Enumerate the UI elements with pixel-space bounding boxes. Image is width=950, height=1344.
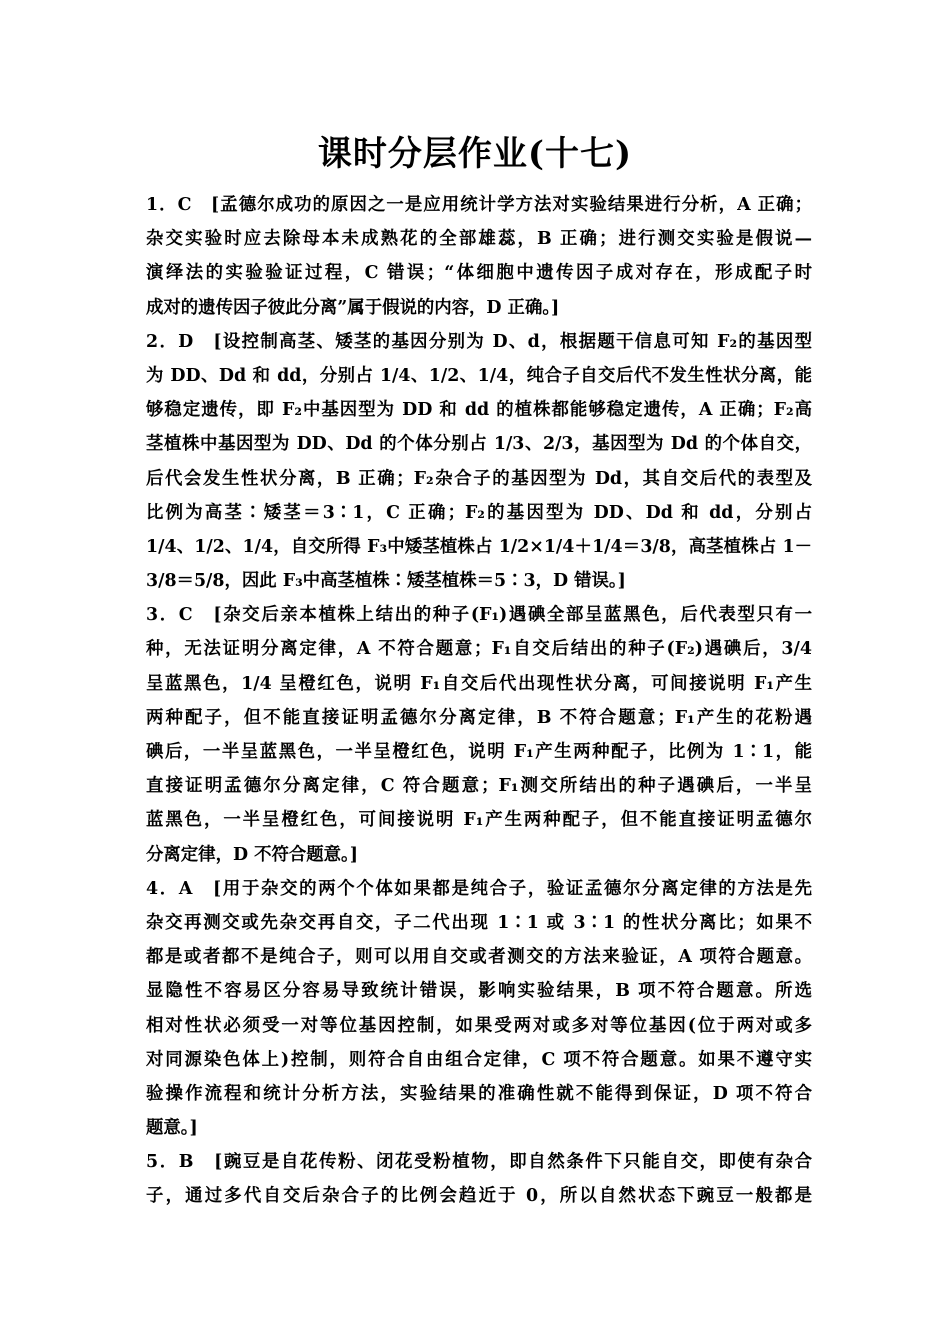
text-line: 蓝黑色，一半呈橙红色，可间接说明 F₁产生两种配子，但不能直接证明孟德尔 — [146, 810, 812, 831]
text-line: 1．C [孟德尔成功的原因之一是应用统计学方法对实验结果进行分析，A 正确； — [146, 195, 812, 215]
text-line: 碘后，一半呈蓝黑色，一半呈橙红色，说明 F₁产生两种配子，比例为 1∶1，能 — [146, 742, 812, 762]
text-line: 够稳定遗传，即 F₂中基因型为 DD 和 dd 的植株都能够稳定遗传，A 正确；F₂高 — [146, 400, 812, 421]
text-line: 茎植株中基因型为 DD、Dd 的个体分别占 1/3、2/3，基因型为 Dd 的个体自交， — [146, 434, 812, 455]
text-line: 相对性状必须受一对等位基因控制，如果受两对或多对等位基因(位于两对或多 — [146, 1015, 812, 1036]
text-line: 后代会发生性状分离，B 正确；F₂杂合子的基因型为 Dd，其自交后代的表型及 — [146, 468, 812, 489]
text-line: 题意。] — [146, 1118, 198, 1139]
text-line: 比例为高茎∶矮茎＝3∶1，C 正确；F₂的基因型为 DD、Dd 和 dd，分别占 — [146, 502, 812, 523]
text-line: 对同源染色体上)控制，则符合自由组合定律，C 项不符合题意。如果不遵守实 — [146, 1049, 812, 1070]
text-line: 都是或者都不是纯合子，则可以用自交或者测交的方法来验证，A 项符合题意。 — [146, 947, 812, 968]
page-title: 课时分层作业(十七) — [317, 134, 633, 174]
text-line: 种，无法证明分离定律，A 不符合题意；F₁自交后结出的种子(F₂)遇碘后，3/4 — [146, 639, 812, 660]
text-line: 分离定律，D 不符合题意。] — [146, 844, 358, 865]
answer-body — [146, 188, 812, 1214]
text-line: 两种配子，但不能直接证明孟德尔分离定律，B 不符合题意；F₁产生的花粉遇 — [146, 707, 812, 728]
text-line: 2．D [设控制高茎、矮茎的基因分别为 D、d，根据题干信息可知 F₂的基因型 — [146, 331, 812, 352]
text-line: 为 DD、Dd 和 dd，分别占 1/4、1/2、1/4，纯合子自交后代不发生性状分离，能 — [146, 365, 812, 386]
text-line: 演绎法的实验验证过程，C 错误；“体细胞中遗传因子成对存在，形成配子时 — [146, 263, 812, 284]
text-line: 验操作流程和统计分析方法，实验结果的准确性就不能得到保证，D 项不符合 — [146, 1083, 812, 1104]
text-line: 5．B [豌豆是自花传粉、闭花受粉植物，即自然条件下只能自交，即使有杂合 — [146, 1152, 812, 1173]
text-line: 4．A [用于杂交的两个个体如果都是纯合子，验证孟德尔分离定律的方法是先 — [146, 878, 812, 899]
text-line: 直接证明孟德尔分离定律，C 符合题意；F₁测交所结出的种子遇碘后，一半呈 — [146, 776, 812, 797]
text-line: 成对的遗传因子彼此分离”属于假说的内容，D 正确。] — [146, 297, 560, 318]
text-line: 3．C [杂交后亲本植株上结出的种子(F₁)遇碘全部呈蓝黑色，后代表型只有一 — [146, 605, 812, 626]
text-line: 3/8＝5/8，因此 F₃中高茎植株∶矮茎植株＝5∶3，D 错误。] — [146, 571, 626, 592]
text-line: 子，通过多代自交后杂合子的比例会趋近于 0，所以自然状态下豌豆一般都是 — [146, 1186, 812, 1207]
text-line: 呈蓝黑色，1/4 呈橙红色，说明 F₁自交后代出现性状分离，可间接说明 F₁产生 — [146, 673, 812, 694]
text-line: 显隐性不容易区分容易导致统计错误，影响实验结果，B 项不符合题意。所选 — [146, 981, 812, 1002]
text-line: 杂交实验时应去除母本未成熟花的全部雄蕊，B 正确；进行测交实验是假说— — [146, 229, 812, 250]
text-line: 1/4、1/2、1/4，自交所得 F₃中矮茎植株占 1/2×1/4＋1/4＝3/8，高茎植株占 1－ — [146, 536, 812, 557]
text-line: 杂交再测交或先杂交再自交，子二代出现 1∶1 或 3∶1 的性状分离比；如果不 — [146, 912, 812, 933]
